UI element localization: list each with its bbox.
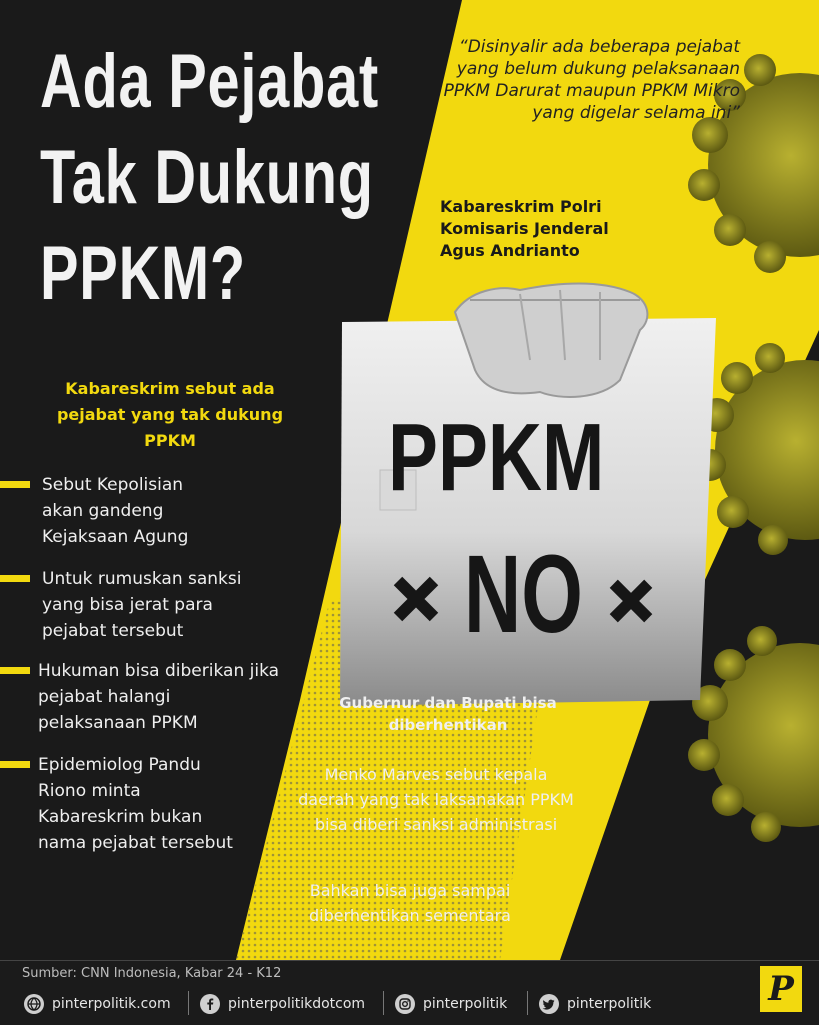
footer: [0, 960, 819, 1025]
bullet-item: [0, 566, 282, 644]
footer-divider: [527, 991, 528, 1015]
bullet-item: [0, 472, 217, 550]
website-label: pinterpolitik.com: [52, 996, 171, 1012]
footer-divider: [188, 991, 189, 1015]
source-credit: Sumber: CNN Indonesia, Kabar 24 - K12: [22, 966, 282, 981]
title-line-3: PPKM?: [40, 231, 246, 316]
cross-right-icon: [608, 578, 654, 624]
right-paragraph-2: Bahkan bisa juga sampai diberhentikan sementara: [309, 881, 511, 925]
instagram-label: pinterpolitik: [423, 996, 508, 1012]
bullet-item: [0, 658, 283, 736]
twitter-link[interactable]: [539, 991, 651, 1017]
pinterpolitik-logo: P: [760, 966, 802, 1012]
website-link[interactable]: [24, 991, 171, 1017]
title-line-1: Ada Pejabat: [40, 39, 379, 124]
main-title: [40, 34, 379, 322]
quote-text: “Disinyalir ada beberapa pejabat yang belum dukung pelaksanaan PPKM Darurat maupun PPKM Mikro yang digelar selama ini”: [443, 37, 740, 123]
author-name: Agus Andrianto: [440, 241, 580, 260]
quote-author: [440, 196, 680, 262]
title-line-2: Tak Dukung: [40, 135, 374, 220]
bullet-marker: [0, 667, 30, 674]
sign-no: NO: [464, 533, 583, 656]
bullet-item: [0, 752, 238, 856]
bullet-text: Untuk rumuskan sanksi yang bisa jerat para pejabat tersebut: [42, 569, 242, 641]
footer-divider: [383, 991, 384, 1015]
bullet-text: Sebut Kepolisian akan gandeng Kejaksaan Agung: [42, 475, 189, 547]
facebook-link[interactable]: [200, 991, 365, 1017]
author-rank: Komisaris Jenderal: [440, 219, 609, 238]
bullet-marker: [0, 761, 30, 768]
sign-word: PPKM: [388, 404, 605, 511]
bullet-marker: [0, 575, 30, 582]
instagram-icon: [395, 994, 415, 1014]
instagram-link[interactable]: [395, 991, 507, 1017]
bullet-marker: [0, 481, 30, 488]
hand-illustration: [455, 284, 647, 397]
facebook-icon: [200, 994, 220, 1014]
facebook-label: pinterpolitikdotcom: [228, 996, 366, 1012]
globe-icon: [24, 994, 44, 1014]
twitter-label: pinterpolitik: [567, 996, 652, 1012]
left-section-heading: Kabareskrim sebut ada pejabat yang tak dukung PPKM: [56, 379, 284, 450]
twitter-icon: [539, 994, 559, 1014]
cross-left-icon: [392, 575, 440, 623]
author-title: Kabareskrim Polri: [440, 197, 602, 216]
right-section-heading: Gubernur dan Bupati bisa diberhentikan: [339, 694, 557, 734]
bullet-text: Epidemiolog Pandu Riono minta Kabareskrim bukan nama pejabat tersebut: [38, 755, 233, 853]
bullet-text: Hukuman bisa diberikan jika pejabat halangi pelaksanaan PPKM: [38, 661, 280, 733]
right-paragraph-1: Menko Marves sebut kepala daerah yang tak laksanakan PPKM bisa diberi sanksi administrasi: [298, 765, 574, 834]
